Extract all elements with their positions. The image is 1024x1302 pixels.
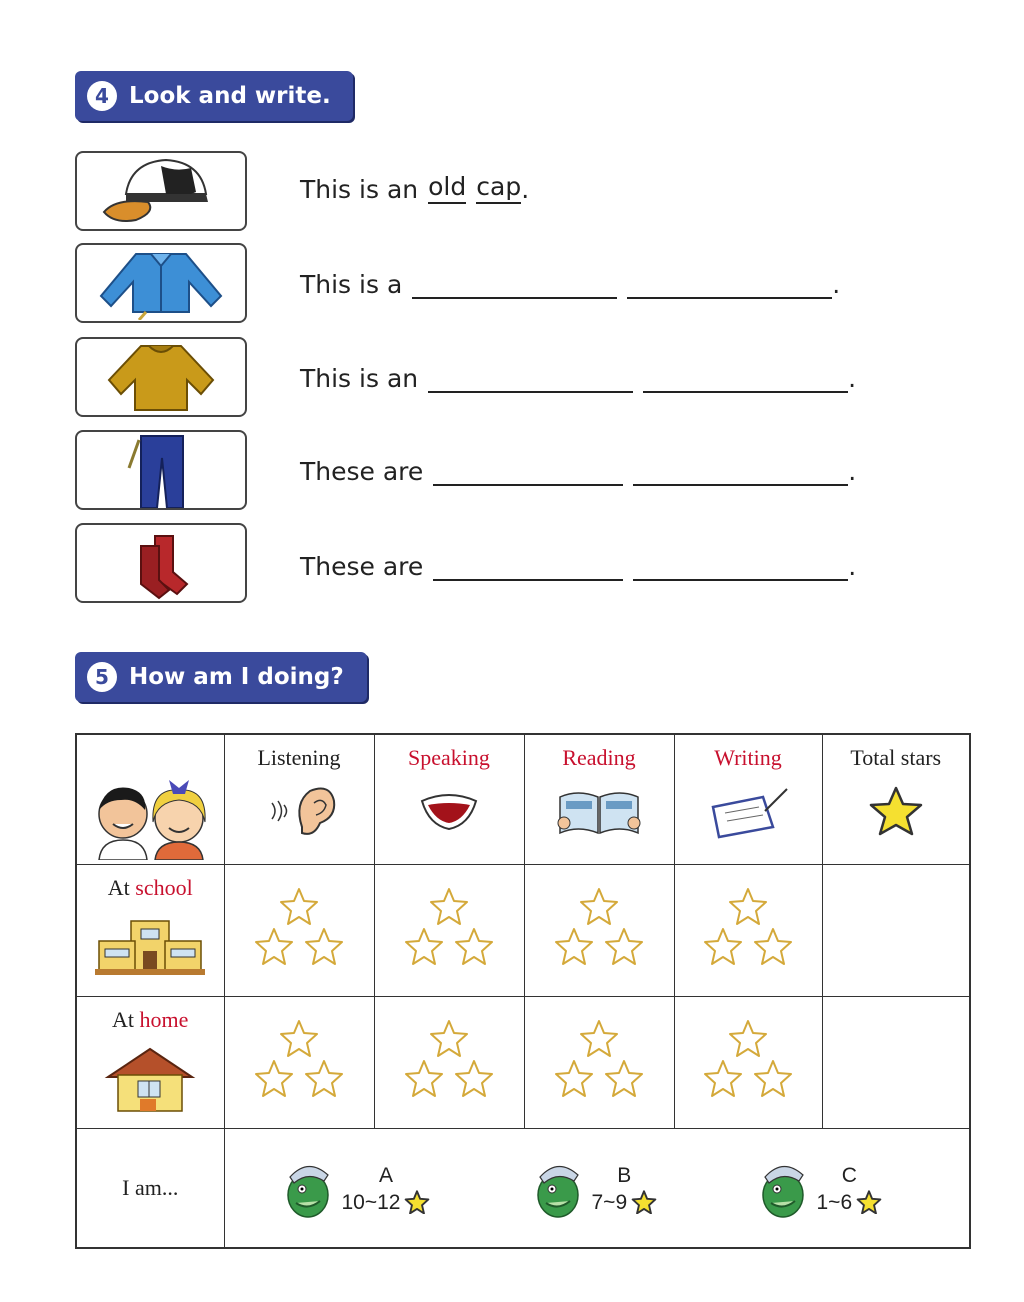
sentence-prefix: This is a [300, 270, 403, 299]
children-icon [85, 774, 215, 860]
gold-star-icon [868, 785, 924, 837]
row-label-cell [76, 996, 224, 1128]
answer-blank[interactable] [412, 271, 617, 299]
star-group [698, 887, 798, 977]
column-label: Listening [257, 745, 341, 770]
scale-range-line [817, 1189, 883, 1216]
result-label-cell [76, 1128, 224, 1248]
row-label [77, 875, 224, 901]
outline-star-icon[interactable] [279, 887, 319, 927]
exercise-title: How am I doing? [129, 664, 344, 690]
outline-star-icon[interactable] [429, 887, 469, 927]
dinosaur-mascot-icon [530, 1157, 588, 1221]
star-group [399, 887, 499, 977]
star-cell[interactable] [224, 864, 374, 996]
star-group [549, 1019, 649, 1109]
star-cell[interactable] [524, 996, 674, 1128]
outline-star-icon[interactable] [554, 1059, 594, 1099]
answer-blank[interactable] [627, 271, 832, 299]
house-icon [102, 1045, 198, 1113]
row-label-place: school [135, 874, 193, 900]
scale-letter: B [617, 1163, 632, 1187]
column-speaking [374, 734, 524, 864]
sentence-prefix: These are [300, 457, 424, 486]
outline-star-icon[interactable] [728, 887, 768, 927]
answer-blank[interactable] [433, 553, 623, 581]
scale-option-c [755, 1157, 883, 1221]
socks-icon [111, 526, 211, 600]
total-stars-cell[interactable] [822, 996, 970, 1128]
column-reading [524, 734, 674, 864]
outline-star-icon[interactable] [279, 1019, 319, 1059]
outline-star-icon[interactable] [728, 1019, 768, 1059]
outline-star-icon[interactable] [454, 927, 494, 967]
scale-range-line [342, 1189, 431, 1216]
column-total-stars [822, 734, 970, 864]
scale-range: 7~9 [591, 1190, 628, 1214]
picture-box-socks [75, 523, 247, 603]
row-label-prefix: At [112, 1006, 140, 1032]
exercise-5-header [75, 652, 367, 702]
row-label [77, 1007, 224, 1033]
outline-star-icon[interactable] [254, 927, 294, 967]
scale-range: 1~6 [816, 1190, 853, 1214]
sweater-icon [101, 340, 221, 414]
scale-option-a [280, 1157, 431, 1221]
answer-word-1: old [428, 172, 466, 204]
star-cell[interactable] [674, 996, 822, 1128]
outline-star-icon[interactable] [304, 927, 344, 967]
outline-star-icon[interactable] [604, 927, 644, 967]
star-cell[interactable] [374, 864, 524, 996]
sentence-end: . [832, 270, 841, 299]
answer-blank[interactable] [633, 458, 848, 486]
star-cell[interactable] [224, 996, 374, 1128]
outline-star-icon[interactable] [753, 927, 793, 967]
sentence-end: . [848, 552, 857, 581]
picture-box-jacket [75, 243, 247, 323]
picture-box-sweater [75, 337, 247, 417]
scale-range: 10~12 [341, 1190, 401, 1214]
column-label: Writing [714, 745, 782, 770]
exercise-number: 4 [87, 81, 117, 111]
star-group [549, 887, 649, 977]
jacket-icon [91, 246, 231, 320]
exercise-title: Look and write. [129, 83, 331, 109]
dinosaur-mascot-icon [755, 1157, 813, 1221]
scale-letter: A [378, 1163, 393, 1187]
answer-blank[interactable] [433, 458, 623, 486]
trousers-icon [111, 432, 211, 508]
outline-star-icon[interactable] [703, 1059, 743, 1099]
gold-star-icon [856, 1190, 882, 1214]
result-label: I am... [122, 1174, 179, 1200]
scale-letter: C [841, 1163, 857, 1187]
gold-star-icon [404, 1190, 430, 1214]
outline-star-icon[interactable] [429, 1019, 469, 1059]
outline-star-icon[interactable] [304, 1059, 344, 1099]
outline-star-icon[interactable] [703, 927, 743, 967]
open-book-icon [554, 783, 644, 839]
answer-blank[interactable] [643, 365, 848, 393]
total-stars-cell[interactable] [822, 864, 970, 996]
table-row-school [76, 864, 970, 996]
row-label-cell [76, 864, 224, 996]
star-cell[interactable] [674, 864, 822, 996]
star-cell[interactable] [524, 864, 674, 996]
star-cell[interactable] [374, 996, 524, 1128]
outline-star-icon[interactable] [579, 887, 619, 927]
scale-range-line [592, 1189, 658, 1216]
outline-star-icon[interactable] [254, 1059, 294, 1099]
notebook-pencil-icon [703, 783, 793, 839]
row-label-prefix: At [107, 874, 136, 900]
table-row-result [76, 1128, 970, 1248]
scale-option-b [530, 1157, 658, 1221]
outline-star-icon[interactable] [604, 1059, 644, 1099]
self-assessment-table [75, 733, 971, 1249]
column-label: Reading [562, 745, 636, 770]
column-label: Speaking [408, 745, 490, 770]
ear-icon [254, 783, 344, 839]
table-row-home [76, 996, 970, 1128]
answer-blank[interactable] [428, 365, 633, 393]
row-label-place: home [139, 1006, 189, 1032]
outline-star-icon[interactable] [753, 1059, 793, 1099]
table-header-row [76, 734, 970, 864]
result-scale-cell [224, 1128, 970, 1248]
sentence-1 [300, 172, 529, 204]
sentence-prefix: This is an [300, 364, 419, 393]
picture-box-cap [75, 151, 247, 231]
exercise-number: 5 [87, 662, 117, 692]
outline-star-icon[interactable] [579, 1019, 619, 1059]
exercise-4-header [75, 71, 353, 121]
column-writing [674, 734, 822, 864]
children-picture-cell [76, 734, 224, 864]
answer-blank[interactable] [633, 553, 848, 581]
picture-box-trousers [75, 430, 247, 510]
sentence-2 [300, 270, 840, 299]
answer-word-2: cap [476, 172, 521, 204]
school-icon [95, 915, 205, 975]
outline-star-icon[interactable] [554, 927, 594, 967]
sentence-prefix: This is an [300, 175, 419, 204]
sentence-5 [300, 552, 856, 581]
outline-star-icon[interactable] [404, 1059, 444, 1099]
column-label: Total stars [850, 745, 942, 770]
sentence-end: . [848, 364, 857, 393]
dinosaur-mascot-icon [280, 1157, 338, 1221]
mouth-icon [414, 783, 484, 839]
star-group [399, 1019, 499, 1109]
sentence-prefix: These are [300, 552, 424, 581]
cap-icon [96, 154, 226, 228]
sentence-end: . [848, 457, 857, 486]
outline-star-icon[interactable] [404, 927, 444, 967]
star-group [249, 1019, 349, 1109]
sentence-end: . [521, 175, 530, 204]
outline-star-icon[interactable] [454, 1059, 494, 1099]
column-listening [224, 734, 374, 864]
star-group [249, 887, 349, 977]
star-group [698, 1019, 798, 1109]
gold-star-icon [631, 1190, 657, 1214]
sentence-4 [300, 457, 856, 486]
sentence-3 [300, 364, 856, 393]
